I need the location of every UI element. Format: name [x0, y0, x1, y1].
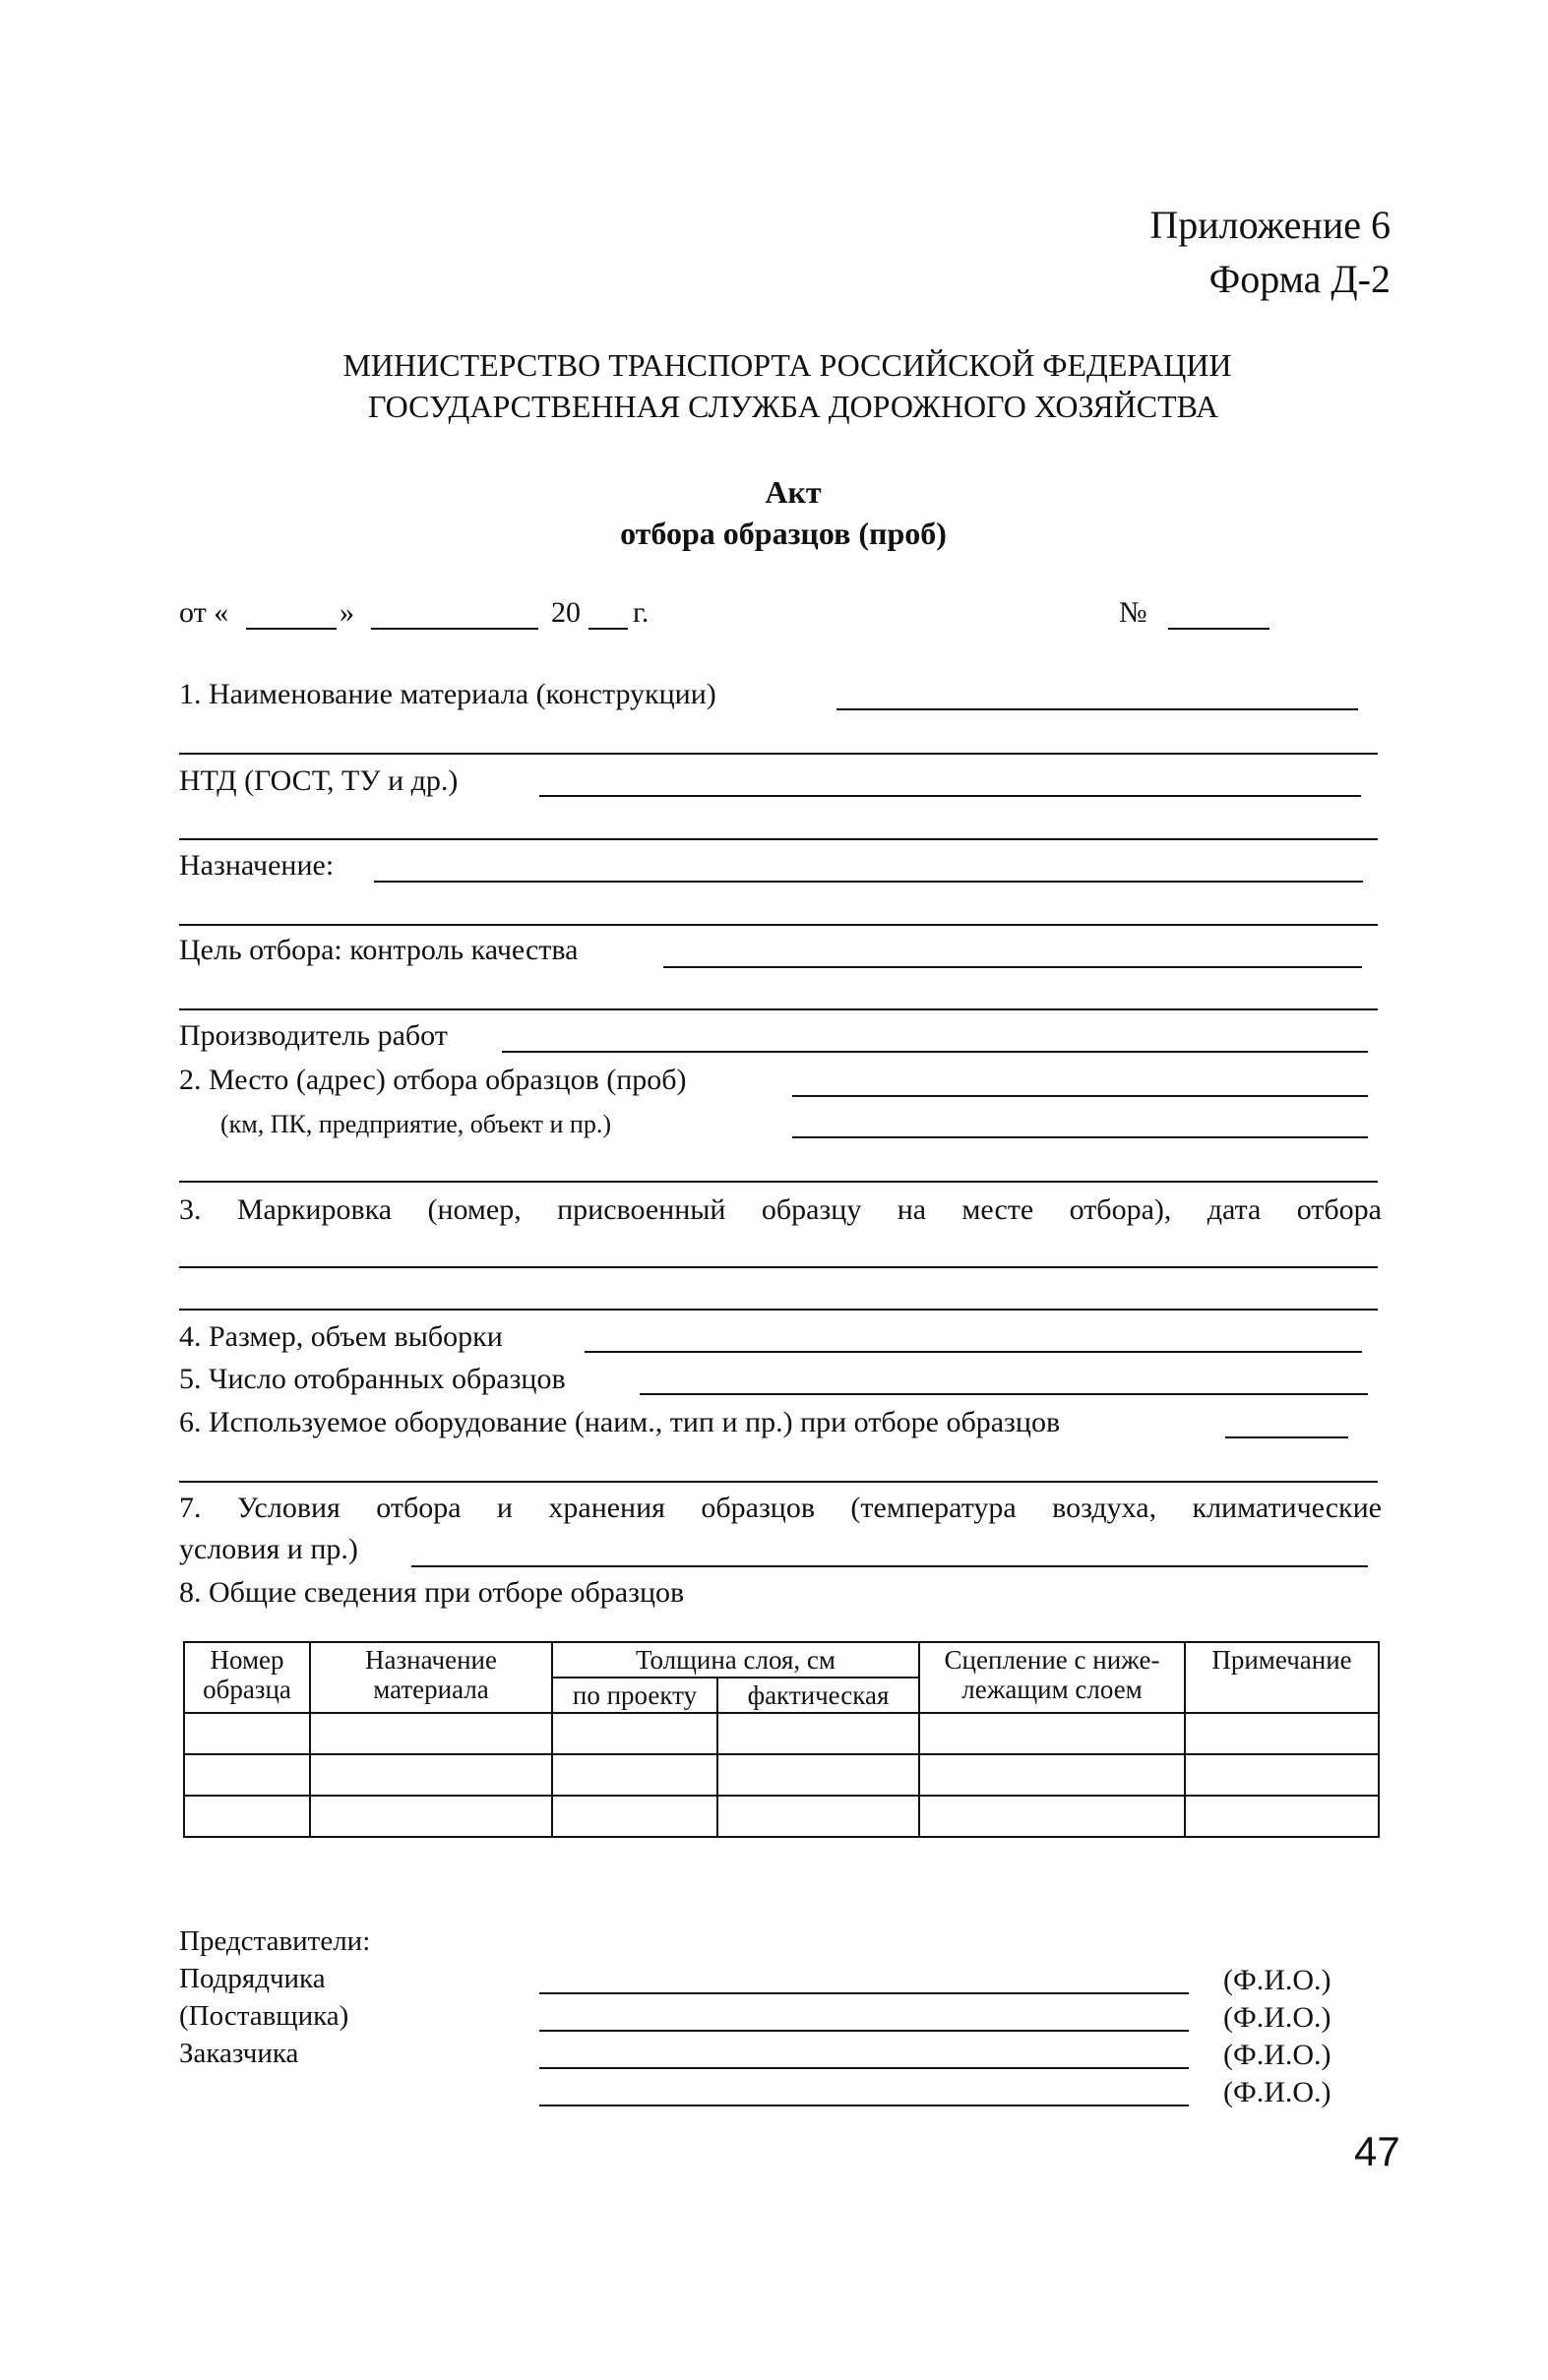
year-suffix: г. — [633, 596, 650, 629]
purpose-field[interactable] — [374, 881, 1363, 883]
place-field-line2[interactable] — [792, 1136, 1368, 1138]
col-purpose-header: Назначение материала — [310, 1642, 552, 1713]
equipment-field[interactable] — [1225, 1436, 1348, 1438]
ministry-title: МИНИСТЕРСТВО ТРАНСПОРТА РОССИЙСКОЙ ФЕДЕРАЦИИ — [342, 347, 1232, 383]
act-subtitle: отбора образцов (проб) — [620, 516, 947, 551]
fio-label: (Ф.И.О.) — [1223, 2076, 1331, 2108]
material-label: 1. Наименование материала (конструкции) — [179, 678, 716, 710]
ntd-label: НТД (ГОСТ, ТУ и др.) — [179, 764, 459, 797]
year-prefix: 20 — [551, 596, 581, 629]
place-label: 2. Место (адрес) отбора образцов (проб) — [179, 1064, 687, 1096]
table-row — [184, 1754, 1379, 1796]
table-cell[interactable] — [919, 1796, 1185, 1837]
goal-label: Цель отбора: контроль качества — [179, 934, 579, 966]
col-thickness-project-header: по проекту — [552, 1678, 717, 1713]
table-cell[interactable] — [552, 1713, 717, 1754]
table-row — [184, 1796, 1379, 1837]
supplier-rep-label: (Поставщика) — [179, 2000, 349, 2032]
table-cell[interactable] — [184, 1754, 310, 1796]
table-row — [184, 1713, 1379, 1754]
place-field-line3[interactable] — [179, 1181, 1378, 1183]
number-field[interactable] — [1168, 628, 1269, 630]
goal-field[interactable] — [663, 966, 1362, 968]
day-field[interactable] — [246, 628, 337, 630]
date-quote: » — [340, 596, 354, 629]
appendix-label: Приложение 6 — [1149, 203, 1391, 247]
table-cell[interactable] — [1185, 1796, 1379, 1837]
form-label: Форма Д-2 — [1208, 257, 1391, 301]
contractor-field[interactable] — [502, 1051, 1368, 1053]
purpose-label: Назначение: — [179, 849, 335, 882]
conditions-label-line2: условия и пр.) — [179, 1533, 358, 1565]
page-number: 47 — [1354, 2128, 1400, 2174]
fio-label: (Ф.И.О.) — [1223, 1964, 1331, 1996]
col-note-header: Примечание — [1185, 1642, 1379, 1713]
marking-field-line2[interactable] — [179, 1309, 1378, 1311]
representatives-heading: Представители: — [179, 1925, 371, 1957]
table-cell[interactable] — [552, 1754, 717, 1796]
table-cell[interactable] — [717, 1713, 919, 1754]
conditions-field[interactable] — [411, 1565, 1368, 1567]
table-cell[interactable] — [310, 1713, 552, 1754]
table-cell[interactable] — [919, 1754, 1185, 1796]
table-cell[interactable] — [717, 1754, 919, 1796]
equipment-field-line2[interactable] — [179, 1481, 1378, 1483]
service-title: ГОСУДАРСТВЕННАЯ СЛУЖБА ДОРОЖНОГО ХОЗЯЙСТВА — [367, 389, 1219, 424]
contractor-rep-label: Подрядчика — [179, 1963, 326, 1994]
table-cell[interactable] — [310, 1796, 552, 1837]
size-label: 4. Размер, объем выборки — [179, 1320, 503, 1353]
ntd-field-line2[interactable] — [179, 838, 1378, 840]
table-cell[interactable] — [717, 1796, 919, 1837]
table-cell[interactable] — [1185, 1713, 1379, 1754]
table-cell[interactable] — [184, 1713, 310, 1754]
col-thickness-actual-header: фактическая — [717, 1678, 919, 1713]
equipment-label: 6. Используемое оборудование (наим., тип и пр.) при отборе образцов — [179, 1406, 1061, 1438]
extra-signature-field[interactable] — [539, 2105, 1189, 2106]
general-info-label: 8. Общие сведения при отборе образцов — [179, 1576, 685, 1609]
place-field[interactable] — [792, 1095, 1368, 1097]
date-prefix: от « — [179, 596, 229, 629]
contractor-label: Производитель работ — [179, 1019, 448, 1052]
count-label: 5. Число отобранных образцов — [179, 1363, 566, 1395]
samples-table — [183, 1641, 1380, 1838]
material-field-line2[interactable] — [179, 753, 1378, 755]
number-label: № — [1119, 596, 1147, 629]
table-header-row — [184, 1642, 1379, 1678]
conditions-label: 7. Условия отбора и хранения образцов (температура воздуха, климатические — [179, 1492, 1382, 1524]
col-thickness-header: Толщина слоя, см — [552, 1642, 919, 1678]
table-cell[interactable] — [1185, 1754, 1379, 1796]
contractor-signature-field[interactable] — [539, 1992, 1189, 1994]
col-adhesion-header: Сцепление с ниже- лежащим слоем — [919, 1642, 1185, 1713]
customer-signature-field[interactable] — [539, 2067, 1189, 2069]
table-cell[interactable] — [552, 1796, 717, 1837]
material-field[interactable] — [836, 708, 1358, 710]
supplier-signature-field[interactable] — [539, 2030, 1189, 2032]
table-cell[interactable] — [184, 1796, 310, 1837]
purpose-field-line2[interactable] — [179, 924, 1378, 926]
fio-label: (Ф.И.О.) — [1223, 2039, 1331, 2071]
year-field[interactable] — [588, 628, 628, 630]
table-cell[interactable] — [919, 1713, 1185, 1754]
goal-field-line2[interactable] — [179, 1008, 1378, 1010]
table-cell[interactable] — [310, 1754, 552, 1796]
size-field[interactable] — [585, 1351, 1362, 1353]
col-number-header: Номер образца — [184, 1642, 310, 1713]
marking-label: 3. Маркировка (номер, присвоенный образцу на месте отбора), дата отбора — [179, 1193, 1382, 1226]
month-field[interactable] — [371, 628, 538, 630]
fio-label: (Ф.И.О.) — [1223, 2001, 1331, 2034]
act-title: Акт — [765, 474, 822, 510]
customer-rep-label: Заказчика — [179, 2038, 299, 2069]
count-field[interactable] — [640, 1393, 1368, 1395]
place-hint: (км, ПК, предприятие, объект и пр.) — [220, 1110, 612, 1138]
ntd-field[interactable] — [539, 795, 1361, 797]
marking-field[interactable] — [179, 1266, 1378, 1268]
